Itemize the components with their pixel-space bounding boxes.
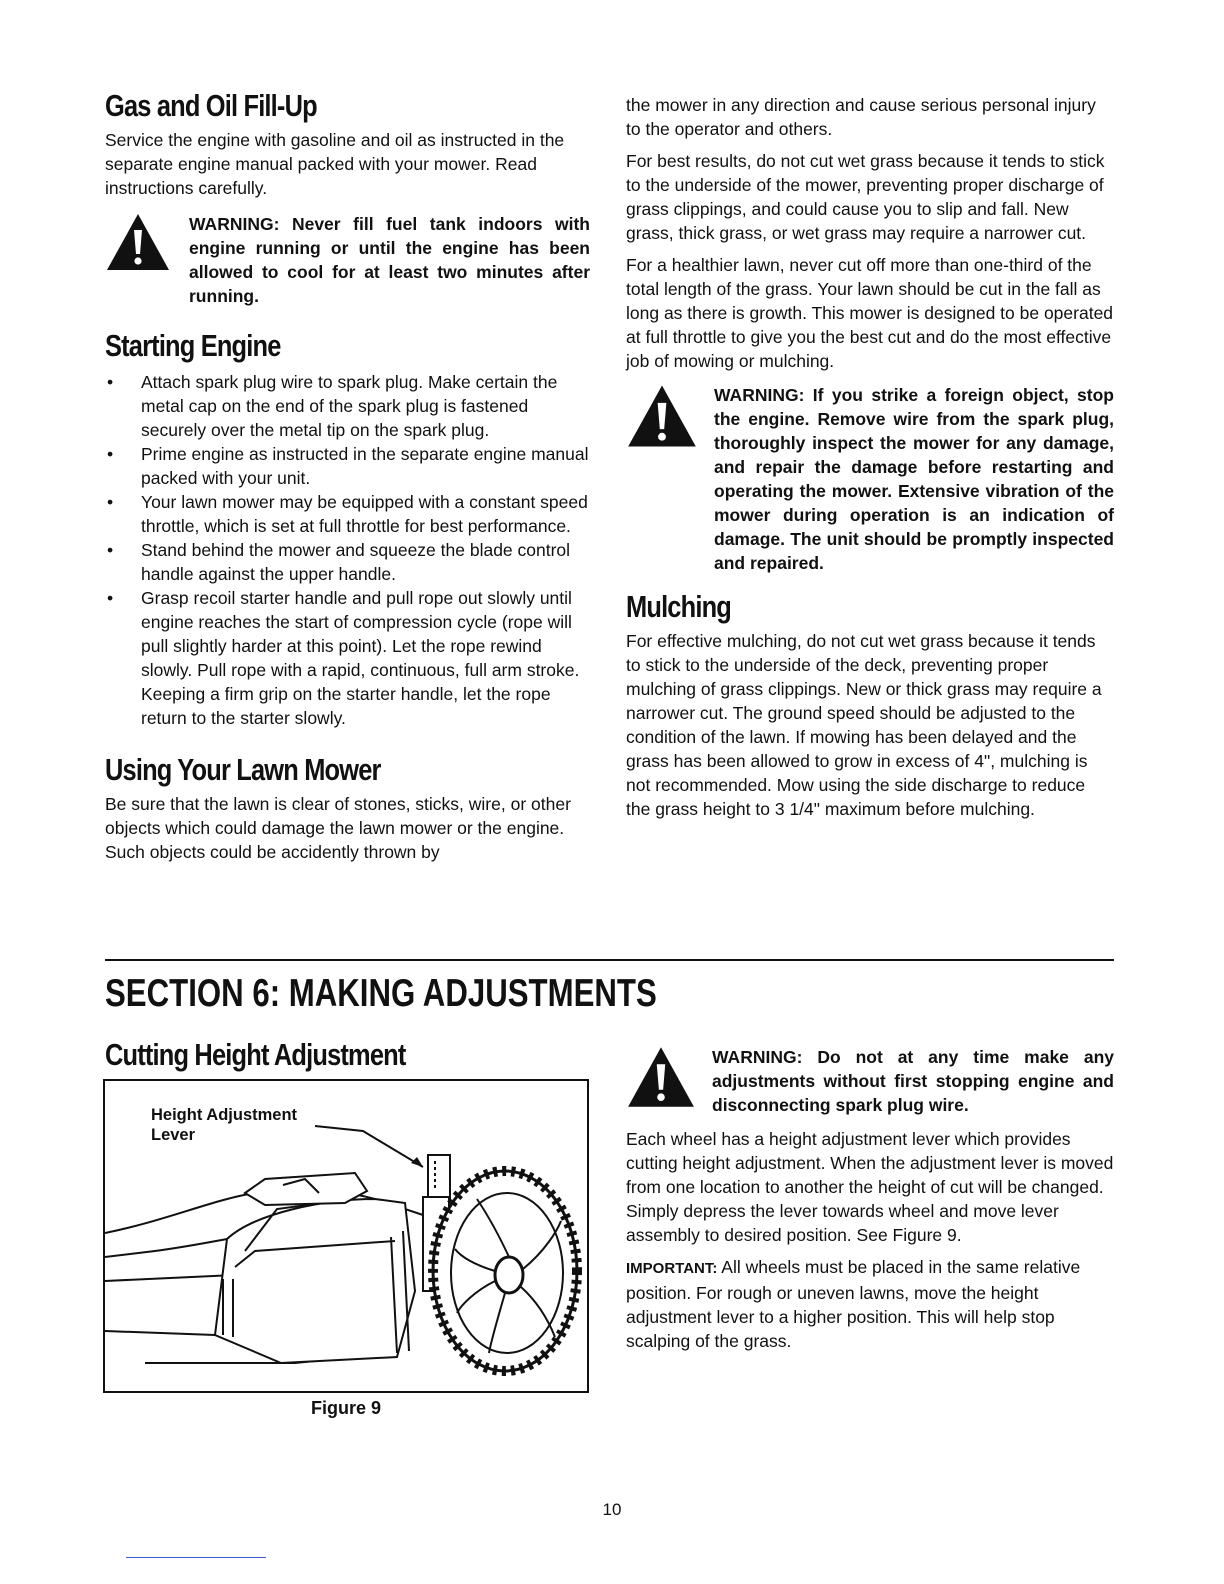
page-number: 10	[602, 1500, 622, 1519]
adjustment-warning-text: WARNING: Do not at any time make any adjustments without first stopping engine and disconnecting spark plug wire.	[712, 1047, 1114, 1115]
important-text: All wheels must be placed in the same relative position. For rough or uneven lawns, move the height adjustment lever to a higher position. This will help stop scalping of the grass.	[626, 1257, 1081, 1351]
cutting-height-right	[626, 1041, 1114, 1361]
figure-caption: Figure 9	[310, 1398, 381, 1418]
figure-9-illustration	[103, 1079, 589, 1393]
using-mower-healthier-lawn: For a healthier lawn, never cut off more than one-third of the total length of the grass. Your lawn should be cut in the fall as long as there is growth. This mower is designed to be operated at full throttle to give you the best cut and do the most effective job of mowing or mulching.	[626, 255, 1114, 371]
using-mower-wet-grass: For best results, do not cut wet grass because it tends to stick to the underside of the mower, preventing proper discharge of grass clippings, and could cause you to slip and fall. New grass, thick grass, or wet grass may require a narrower cut.	[626, 151, 1105, 243]
list-item: • Attach spark plug wire to spark plug. Make certain the metal cap on the end of the spark plug is fastened securely over the metal tip on the spark plug.	[107, 372, 558, 440]
mulching-body: For effective mulching, do not cut wet grass because it tends to stick to the underside of the deck, preventing proper mulching of grass clippings. New or thick grass may require a narrower cut. The ground speed should be adjusted to the condition of the lawn. If mowing has been delayed and the grass has been allowed to grow in excess of 4", mulching is not recommended. Mow using the side discharge to reduce the grass height to 3 1/4" maximum before mulching.	[626, 631, 1102, 819]
using-mower-heading: Using Your Lawn Mower	[105, 752, 381, 787]
important-note	[626, 1255, 1114, 1353]
footer-rule	[126, 1557, 266, 1558]
left-column	[105, 88, 590, 872]
warning-triangle-icon	[105, 212, 189, 282]
starting-engine-list	[105, 370, 590, 730]
bullet-mark: •	[107, 492, 114, 512]
right-column	[626, 93, 1114, 829]
figure-label: Height Adjustment Lever	[151, 1106, 298, 1144]
bullet-mark: •	[107, 588, 114, 608]
adjustment-warning	[626, 1045, 1114, 1117]
gas-oil-warning	[105, 212, 590, 308]
using-mower-body: Be sure that the lawn is clear of stones, sticks, wire, or other objects which could damage the lawn mower or the engine. Such objects could be accidently thrown by	[105, 794, 571, 862]
cutting-height-body: Each wheel has a height adjustment lever which provides cutting height adjustment. When the adjustment lever is moved from one location to another the height of cut will be changed. Simply depress the lever towards wheel and move lever assembly to desired position. See Figure 9.	[626, 1129, 1114, 1245]
gas-oil-warning-text: WARNING: Never fill fuel tank indoors with engine running or until the engine has been allowed to cool for at least two minutes after running.	[189, 214, 590, 306]
gas-oil-heading: Gas and Oil Fill-Up	[105, 88, 317, 123]
bullet-mark: •	[107, 444, 114, 464]
foreign-object-warning-text: WARNING: If you strike a foreign object, stop the engine. Remove wire from the spark plug, thoroughly inspect the mower for any damage, and repair the damage before restarting and operating the mower. Extensive vibration of the mower during operation is an indication of damage. The unit should be promptly inspected and repaired.	[714, 385, 1114, 573]
list-item: • Your lawn mower may be equipped with a constant speed throttle, which is set at full throttle for best performance.	[107, 492, 588, 536]
foreign-object-warning	[626, 383, 1114, 575]
warning-triangle-icon	[626, 1045, 712, 1115]
bullet-mark: •	[107, 372, 114, 392]
bullet-mark: •	[107, 540, 114, 560]
warning-triangle-icon	[626, 383, 714, 453]
section-divider	[105, 959, 1114, 961]
cutting-height-heading: Cutting Height Adjustment	[105, 1037, 406, 1072]
important-label: IMPORTANT:	[626, 1260, 718, 1277]
list-item: • Stand behind the mower and squeeze the blade control handle against the upper handle.	[107, 540, 571, 584]
gas-oil-body: Service the engine with gasoline and oil as instructed in the separate engine manual packed with your mower. Read instructions carefully.	[105, 130, 565, 198]
mulching-heading: Mulching	[626, 589, 731, 624]
using-mower-continued: the mower in any direction and cause serious personal injury to the operator and others.	[626, 95, 1096, 139]
section-6-title: SECTION 6: MAKING ADJUSTMENTS	[105, 972, 657, 1015]
list-item: • Grasp recoil starter handle and pull rope out slowly until engine reaches the start of compression cycle (rope will pull slightly harder at this point). Let the rope rewind slowly. Pull rope with a rapid, continuous, full arm stroke. Keeping a firm grip on the starter handle, let the rope return to the starter slowly.	[107, 588, 580, 728]
list-item: • Prime engine as instructed in the separate engine manual packed with your unit.	[107, 444, 589, 488]
starting-engine-heading: Starting Engine	[105, 328, 281, 363]
